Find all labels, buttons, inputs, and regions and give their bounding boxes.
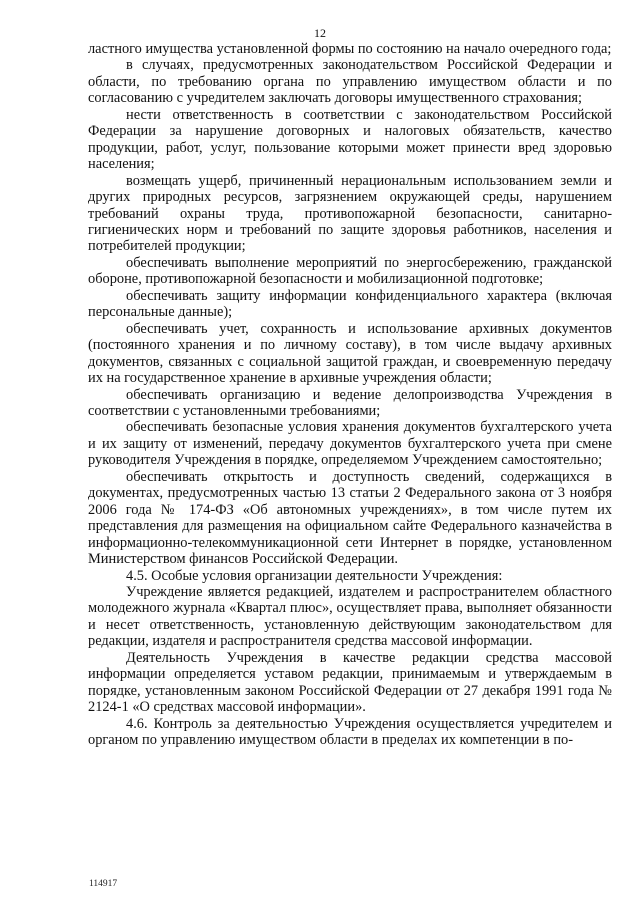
paragraph-continuation: ластного имущества установленной формы по состоянию на начало очередного года; [88, 41, 612, 57]
paragraph-data-protection: обеспечивать защиту информации конфиденциального характера (включая персональные данные); [88, 287, 612, 321]
paragraph-energy-saving: обеспечивать выполнение мероприятий по энергосбережению, гражданской обороне, противопожарной безопасности и мобилизационной подготовке; [88, 254, 612, 288]
paragraph-damages: возмещать ущерб, причиненный нерациональным использованием земли и других природных ресурсов, загрязнением окружающей среды, нарушением требований охраны труда, противопожарной безопасности, санитарно-гигиенических норм и требований по защите здоровья работников, населения и потребителей продукции; [88, 172, 612, 255]
paragraph-insurance: в случаях, предусмотренных законодательством Российской Федерации и области, по требованию органа по управлению имуществом области и по согласованию с учредителем заключать договоры имущественного страхования; [88, 57, 612, 107]
paragraph-editorial-charter: Деятельность Учреждения в качестве редакции средства массовой информации определяется уставом редакции, принимаемым и утверждаемым в порядке, установленным законом Российской Федерации от 27 декабря 1991 года № 2124-1 «О средствах массовой информации». [88, 649, 612, 716]
paragraph-editorial-role: Учреждение является редакцией, издателем и распространителем областного молодежного журнала «Квартал плюс», осуществляет права, выполняет обязанности и несет ответственность, установленную действующим законодательством для редакции, издателя и распространителя средства массовой информации. [88, 583, 612, 650]
page-number: 12 [314, 26, 326, 40]
section-4-6-paragraph: 4.6. Контроль за деятельностью Учреждения осуществляется учредителем и органом по управлению имуществом области в пределах их компетенции в по- [88, 715, 612, 749]
footer-code: 114917 [89, 879, 118, 889]
document-body [88, 41, 612, 748]
paragraph-records-management: обеспечивать организацию и ведение делопроизводства Учреждения в соответствии с установленными требованиями; [88, 386, 612, 419]
paragraph-accounting-documents: обеспечивать безопасные условия хранения документов бухгалтерского учета и их защиту от изменений, передачу документов бухгалтерского учета при смене руководителя Учреждения в порядке, определяемом Учреждением самостоятельно; [88, 419, 612, 469]
paragraph-archives: обеспечивать учет, сохранность и использование архивных документов (постоянного хранения и по личному составу), в том числе выдачу архивных документов, связанных с социальной защитой граждан, и своевременную передачу их на государственное хранение в архивные учреждения области; [88, 320, 612, 387]
paragraph-responsibility: нести ответственность в соответствии с законодательством Российской Федерации за нарушение договорных и налоговых обязательств, качество продукции, работ, услуг, пользование которыми может принести вред здоровью населения; [88, 106, 612, 173]
paragraph-transparency: обеспечивать открытость и доступность сведений, содержащихся в документах, предусмотренных частью 13 статьи 2 Федерального закона от 3 ноября 2006 года № 174-ФЗ «Об автономных учреждениях», в том числе путем их представления для размещения на официальном сайте Федерального казначейства в информационно-телекоммуникационной сети Интернет в порядке, установленном Министерством финансов Российской Федерации. [88, 468, 612, 568]
section-4-5-heading: 4.5. Особые условия организации деятельности Учреждения: [126, 567, 503, 584]
